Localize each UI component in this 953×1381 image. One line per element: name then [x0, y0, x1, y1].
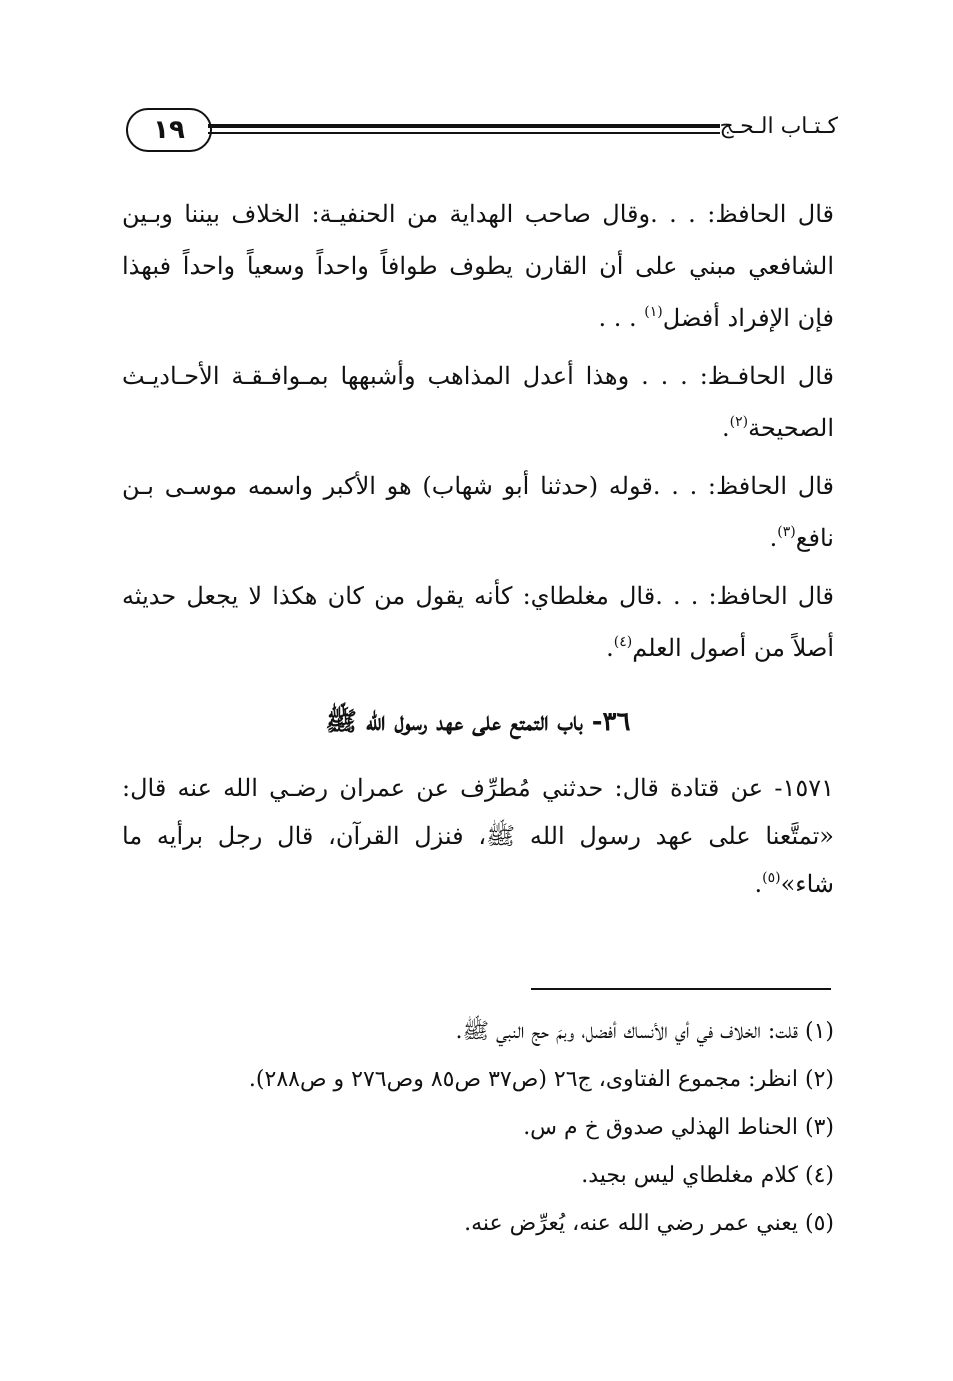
paragraph-tail: . . . [598, 304, 645, 332]
footnote-separator [531, 988, 831, 990]
paragraph-tail: . [722, 414, 730, 442]
hadith-tail: . [754, 870, 763, 898]
paragraph [122, 188, 834, 344]
footnote: (٤) كلام مغلطاي ليس بجيد. [581, 1163, 834, 1188]
footnote-marker: (٢) [729, 414, 749, 430]
paragraph-text: قال الحافـظ: . . . وهذا أعدل المذاهب وأشبهها بمـوافـقـة الأحـاديـث الصحيحة [122, 362, 834, 442]
footnotes [122, 1008, 834, 1248]
paragraph-text: قال الحافظ: . . .قال مغلطاي: كأنه يقول من كان هكذا لا يجعل حديثه أصلاً من أصول العلم [122, 582, 834, 662]
hadith-text: ١٥٧١- عن قتادة قال: حدثني مُطرِّف عن عمران رضـي الله عنه قال: «تمتَّعنا على عهد رسول الله ﷺ، فنزل القرآن، قال رجل برأيه ما شاء» [122, 774, 834, 898]
footnote-marker: (١) [644, 304, 663, 320]
section-heading: ٣٦- باب التمتع على عهد رسول الله ﷺ [325, 707, 631, 737]
footnote: (٣) الحناط الهذلي صدوق خ م س. [523, 1115, 834, 1140]
paragraph [122, 460, 834, 564]
footnote-marker: (٣) [777, 524, 796, 540]
paragraph [122, 570, 834, 674]
footnote-marker: (٥) [762, 870, 781, 886]
paragraph-text: قال الحافظ: . . .قوله (حدثنا أبو شهاب) هو الأكبر واسمه موسـى بـن نافع [122, 472, 834, 552]
paragraph-tail: . [606, 634, 614, 662]
paragraph-text: قال الحافظ: . . .وقال صاحب الهداية من الحنفيـة: الخلاف بيننا وبـين الشافعي مبني على أن القارن يطوف طوافاً واحداً وسعياً واحداً فبهذا فإن الإفراد أفضل [122, 200, 834, 332]
page-header [118, 98, 838, 158]
hadith-paragraph [122, 764, 834, 908]
main-text [122, 188, 834, 914]
footnote-marker: (٤) [613, 634, 633, 650]
footnote: (١) قلت: الخلاف في أي الأنساك أفضل، وبمَ حج النبي ﷺ. [455, 1019, 834, 1044]
paragraph [122, 350, 834, 454]
footnote: (٥) يعني عمر رضي الله عنه، يُعرِّض عنه. [464, 1211, 834, 1236]
header-rule [208, 124, 720, 128]
header-rule-thin [208, 132, 720, 134]
page-number: ١٩ [126, 108, 212, 152]
book-title: كـتـاب الـحـج [719, 114, 838, 139]
footnote: (٢) انظر: مجموع الفتاوى، ج٢٦ (ص٣٧ ص٨٥ وص٢٧٦ و ص٢٨٨). [248, 1067, 834, 1092]
paragraph-tail: . [769, 524, 778, 552]
